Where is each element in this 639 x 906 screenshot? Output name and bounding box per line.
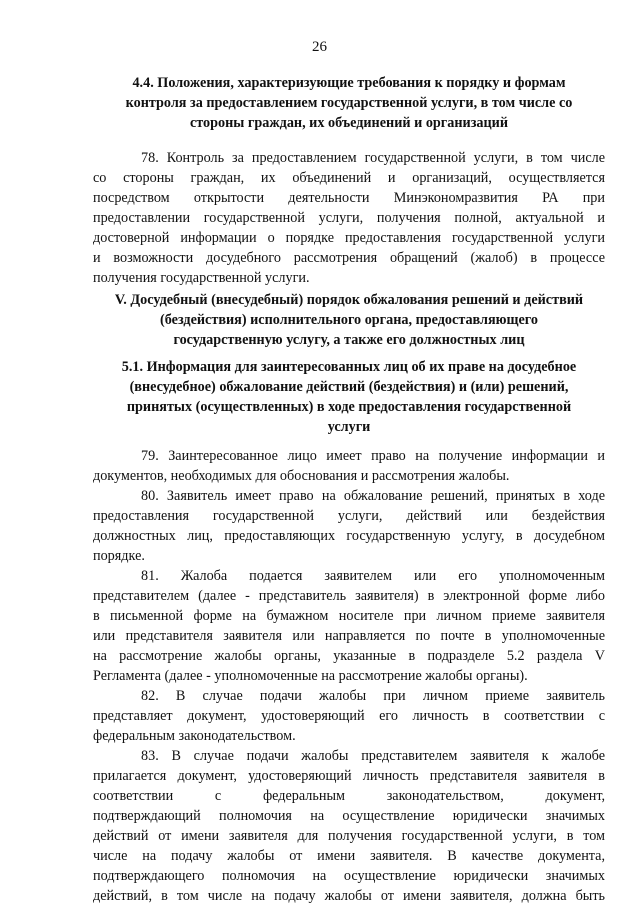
paragraph-line: со стороны граждан, их объединений и организаций, осуществляется <box>93 170 605 186</box>
heading-5-1 <box>93 357 605 437</box>
paragraph-line: предоставления государственной услуги, действий или бездействия <box>93 508 605 524</box>
paragraph-line: 82. В случае подачи жалобы при личном приеме заявитель <box>141 688 605 704</box>
heading-line: V. Досудебный (внесудебный) порядок обжалования решений и действий <box>114 292 584 308</box>
paragraph-line: должностных лиц, предоставляющих государственную услугу, в досудебном <box>93 528 605 544</box>
paragraph-line: на рассмотрение жалобы органы, указанные в подразделе 5.2 раздела V <box>93 648 605 664</box>
paragraph-line: действий, в том числе на подачу жалобы от имени заявителя, должна быть <box>93 888 605 904</box>
paragraph-line: подтверждающий полномочия на осуществление юридически значимых <box>93 808 605 824</box>
paragraph-line: представляет документ, удостоверяющий его личность в соответствии с <box>93 708 605 724</box>
heading-section-v <box>93 290 605 350</box>
paragraph-line: прилагается документ, удостоверяющий личность представителя заявителя в <box>93 768 605 784</box>
paragraph-line: или представителя заявителя или направляется по почте в уполномоченные <box>93 628 605 644</box>
paragraph-line: числе на подачу жалобы от имени заявителя. В качестве документа, <box>93 848 605 864</box>
paragraph-line: достоверной информации о порядке предоставления государственной услуги <box>93 230 605 246</box>
page-number: 26 <box>312 39 327 55</box>
heading-4-4 <box>93 73 605 133</box>
paragraphs-79-83 <box>93 446 605 906</box>
paragraph-line: посредством открытости деятельности Минэкономразвития РА при <box>93 190 605 206</box>
heading-line: 4.4. Положения, характеризующие требования к порядку и формам <box>132 75 566 91</box>
paragraph-line: документов, необходимых для обоснования и рассмотрения жалобы. <box>93 468 510 484</box>
heading-line: (бездействия) исполнительного органа, предоставляющего <box>160 312 538 328</box>
paragraph-line: получения государственной услуги. <box>93 270 310 286</box>
heading-line: услуги <box>327 419 371 435</box>
paragraph-line: 78. Контроль за предоставлением государственной услуги, в том числе <box>141 150 605 166</box>
paragraph-line: соответствии с федеральным законодательством, документ, <box>93 788 605 804</box>
paragraph-line: 79. Заинтересованное лицо имеет право на получение информации и <box>141 448 605 464</box>
heading-line: контроля за предоставлением государственной услуги, в том числе со <box>125 95 573 111</box>
paragraph-line: порядке. <box>93 548 145 564</box>
heading-line: стороны граждан, их объединений и организаций <box>189 115 509 131</box>
paragraph-line: в письменной форме на бумажном носителе при личном приеме заявителя <box>93 608 605 624</box>
paragraph-78 <box>93 148 605 288</box>
paragraph-line: предоставлении государственной услуги, получения полной, актуальной и <box>93 210 605 226</box>
heading-line: принятых (осуществленных) в ходе предоставления государственной <box>126 399 572 415</box>
heading-line: (внесудебное) обжалование действий (бездействия) и (или) решений, <box>129 379 569 395</box>
paragraph-line: подтверждающего полномочия на осуществление юридически значимых <box>93 868 605 884</box>
paragraph-line: представителем (далее - представитель заявителя) в электронной форме либо <box>93 588 605 604</box>
paragraph-line: 80. Заявитель имеет право на обжалование решений, принятых в ходе <box>141 488 605 504</box>
paragraph-line: действий от имени заявителя для получения государственной услуги, в том <box>93 828 605 844</box>
heading-line: 5.1. Информация для заинтересованных лиц об их праве на досудебное <box>121 359 577 375</box>
paragraph-line: 83. В случае подачи жалобы представителем заявителя к жалобе <box>141 748 605 764</box>
paragraph-line: федеральным законодательством. <box>93 728 296 744</box>
paragraph-line: 81. Жалоба подается заявителем или его уполномоченным <box>141 568 605 584</box>
paragraph-line: Регламента (далее - уполномоченные на рассмотрение жалобы органы). <box>93 668 528 684</box>
paragraph-line: и возможности досудебного рассмотрения обращений (жалоб) в процессе <box>93 250 605 266</box>
heading-line: государственную услугу, а также его должностных лиц <box>173 332 525 348</box>
